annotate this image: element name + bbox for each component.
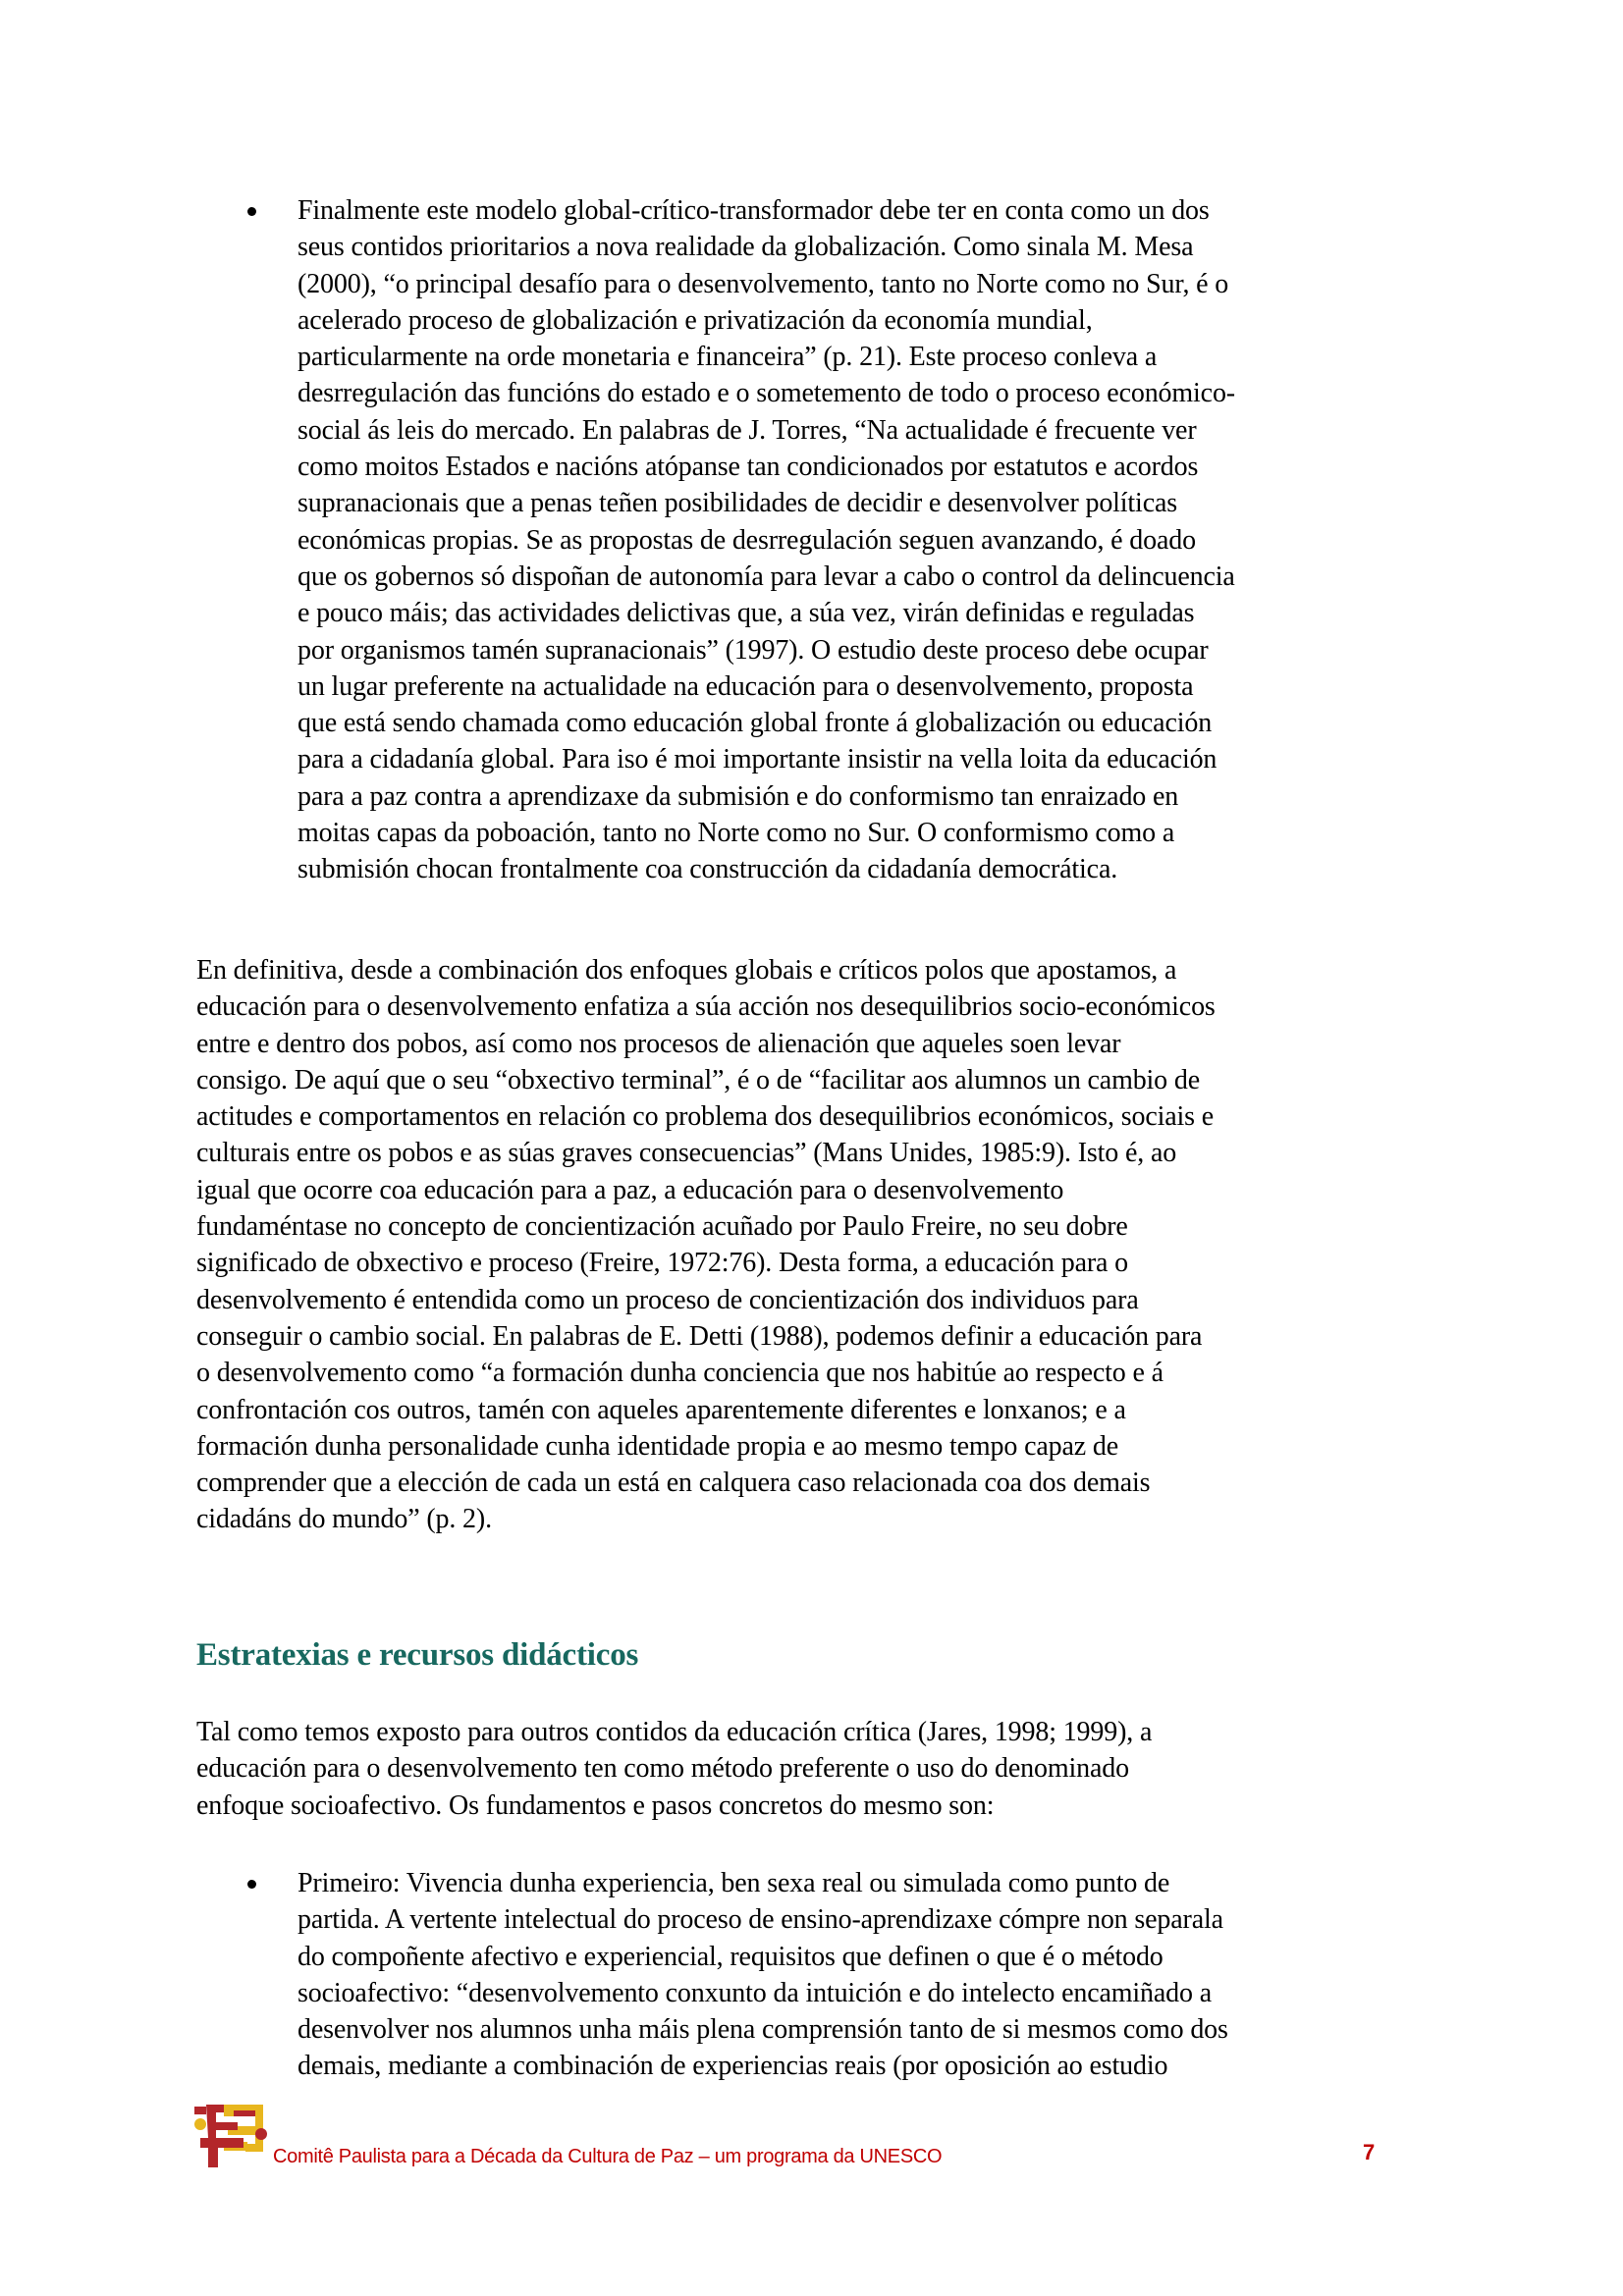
text-line: submisión chocan frontalmente coa construcción da cidadanía democrática. — [298, 854, 1118, 885]
text-line: culturais entre os pobos e as súas graves consecuencias” (Mans Unides, 1985:9). Isto é, ao — [196, 1138, 1177, 1169]
text-line: supranacionais que a penas teñen posibilidades de decidir e desenvolver políticas — [298, 488, 1177, 519]
text-line: particularmente na orde monetaria e financeira” (p. 21). Este proceso conleva a — [298, 342, 1158, 373]
text-line: partida. A vertente intelectual do proceso de ensino-aprendizaxe cómpre non separala — [298, 1904, 1223, 1936]
text-line: En definitiva, desde a combinación dos enfoques globais e críticos polos que apostamos, a — [196, 955, 1177, 986]
footer-organization-text: Comitê Paulista para a Década da Cultura de Paz – um programa da UNESCO — [273, 2146, 943, 2167]
page-number: 7 — [1363, 2140, 1376, 2164]
text-line: comprender que a elección de cada un está en calquera caso relacionada coa dos demais — [196, 1468, 1151, 1499]
bullet-icon — [247, 207, 256, 216]
text-line: o desenvolvemento como “a formación dunha conciencia que nos habitúe ao respecto e á — [196, 1358, 1163, 1389]
text-line: actitudes e comportamentos en relación co problema dos desequilibrios económicos, sociais e — [196, 1101, 1215, 1133]
text-line: para a paz contra a aprendizaxe da submisión e do conformismo tan enraizado en — [298, 780, 1179, 812]
text-line: desrregulación das funcións do estado e o sometemento de todo o proceso económico- — [298, 378, 1235, 409]
text-line: Tal como temos exposto para outros contidos da educación crítica (Jares, 1998; 1999), a — [196, 1717, 1153, 1747]
text-line: como moitos Estados e nacións atópanse tan condicionados por estatutos e acordos — [298, 452, 1199, 483]
text-line: Primeiro: Vivencia dunha experiencia, ben sexa real ou simulada como punto de — [298, 1868, 1170, 1898]
text-line: entre e dentro dos pobos, así como nos procesos de alienación que aqueles soen levar — [196, 1028, 1121, 1059]
text-line: do compoñente afectivo e experiencial, requisitos que definen o que é o método — [298, 1941, 1163, 1972]
text-line: socioafectivo: “desenvolvemento conxunto da intuición e do intelecto encamiñado a — [298, 1977, 1212, 2008]
text-line: desenvolver nos alumnos unha máis plena comprensión tanto de si mesmos como dos — [298, 2014, 1228, 2046]
decade-culture-of-peace-logo-icon — [194, 2103, 271, 2169]
bullet-text — [298, 1865, 1471, 2085]
text-line: (2000), “o principal desafío para o desenvolvemento, tanto no Norte como no Sur, é o — [298, 268, 1229, 299]
text-line: enfoque socioafectivo. Os fundamentos e pasos concretos do mesmo son: — [196, 1789, 995, 1821]
text-line: Finalmente este modelo global-crítico-transformador debe ter en conta como un dos — [298, 195, 1210, 226]
text-line: que está sendo chamada como educación global fronte á globalización ou educación — [298, 708, 1213, 739]
text-line: social ás leis do mercado. En palabras de J. Torres, “Na actualidade é frecuente ver — [298, 414, 1197, 446]
text-line: moitas capas da poboación, tanto no Norte como no Sur. O conformismo como a — [298, 818, 1175, 849]
body-paragraph — [196, 952, 1483, 1538]
text-line: fundaméntase no concepto de concientización acuñado por Paulo Freire, no seu dobre — [196, 1211, 1128, 1243]
text-line: que os gobernos só dispoñan de autonomía para levar a cabo o control da delincuencia — [298, 561, 1235, 592]
text-line: económicas propias. Se as propostas de desrregulación seguen avanzando, é doado — [298, 524, 1196, 556]
text-line: e pouco máis; das actividades delictivas que, a súa vez, virán definidas e reguladas — [298, 598, 1195, 629]
text-line: formación dunha personalidade cunha identidade propia e ao mesmo tempo capaz de — [196, 1430, 1119, 1462]
bullet-text — [298, 192, 1471, 888]
text-line: consigo. De aquí que o seu “obxectivo terminal”, é o de “facilitar aos alumnos un cambio de — [196, 1064, 1201, 1095]
text-line: desenvolvemento é entendida como un proceso de concientización dos individuos para — [196, 1284, 1139, 1315]
text-line: un lugar preferente na actualidade na educación para o desenvolvemento, proposta — [298, 670, 1194, 702]
text-line: confrontación cos outros, tamén con aqueles aparentemente diferentes e lonxanos; e a — [196, 1394, 1126, 1425]
text-line: acelerado proceso de globalización e privatización da economía mundial, — [298, 304, 1093, 336]
text-line: educación para o desenvolvemento enfatiza a súa acción nos desequilibrios socio-económicos — [196, 991, 1216, 1023]
text-line: por organismos tamén supranacionais” (1997). O estudio deste proceso debe ocupar — [298, 634, 1209, 666]
page-footer — [194, 2103, 1471, 2171]
text-line: seus contidos prioritarios a nova realidade da globalización. Como sinala M. Mesa — [298, 232, 1194, 263]
text-line: igual que ocorre coa educación para a paz, a educación para o desenvolvemento — [196, 1174, 1064, 1205]
text-line: conseguir o cambio social. En palabras de E. Detti (1988), podemos definir a educación para — [196, 1320, 1203, 1352]
bullet-item-primeiro — [196, 1865, 1473, 2091]
section-heading: Estratexias e recursos didácticos — [196, 1637, 639, 1673]
body-paragraph — [196, 1714, 1483, 1824]
bullet-icon — [247, 1880, 256, 1889]
text-line: para a cidadanía global. Para iso é moi importante insistir na vella loita da educación — [298, 744, 1217, 775]
text-line: cidadáns do mundo” (p. 2). — [196, 1504, 492, 1535]
text-line: demais, mediante a combinación de experiencias reais (por oposición ao estudio — [298, 2051, 1168, 2082]
bullet-item-globalization — [196, 192, 1473, 899]
text-line: educación para o desenvolvemento ten como método preferente o uso do denominado — [196, 1753, 1129, 1785]
text-line: significado de obxectivo e proceso (Freire, 1972:76). Desta forma, a educación para o — [196, 1248, 1128, 1279]
